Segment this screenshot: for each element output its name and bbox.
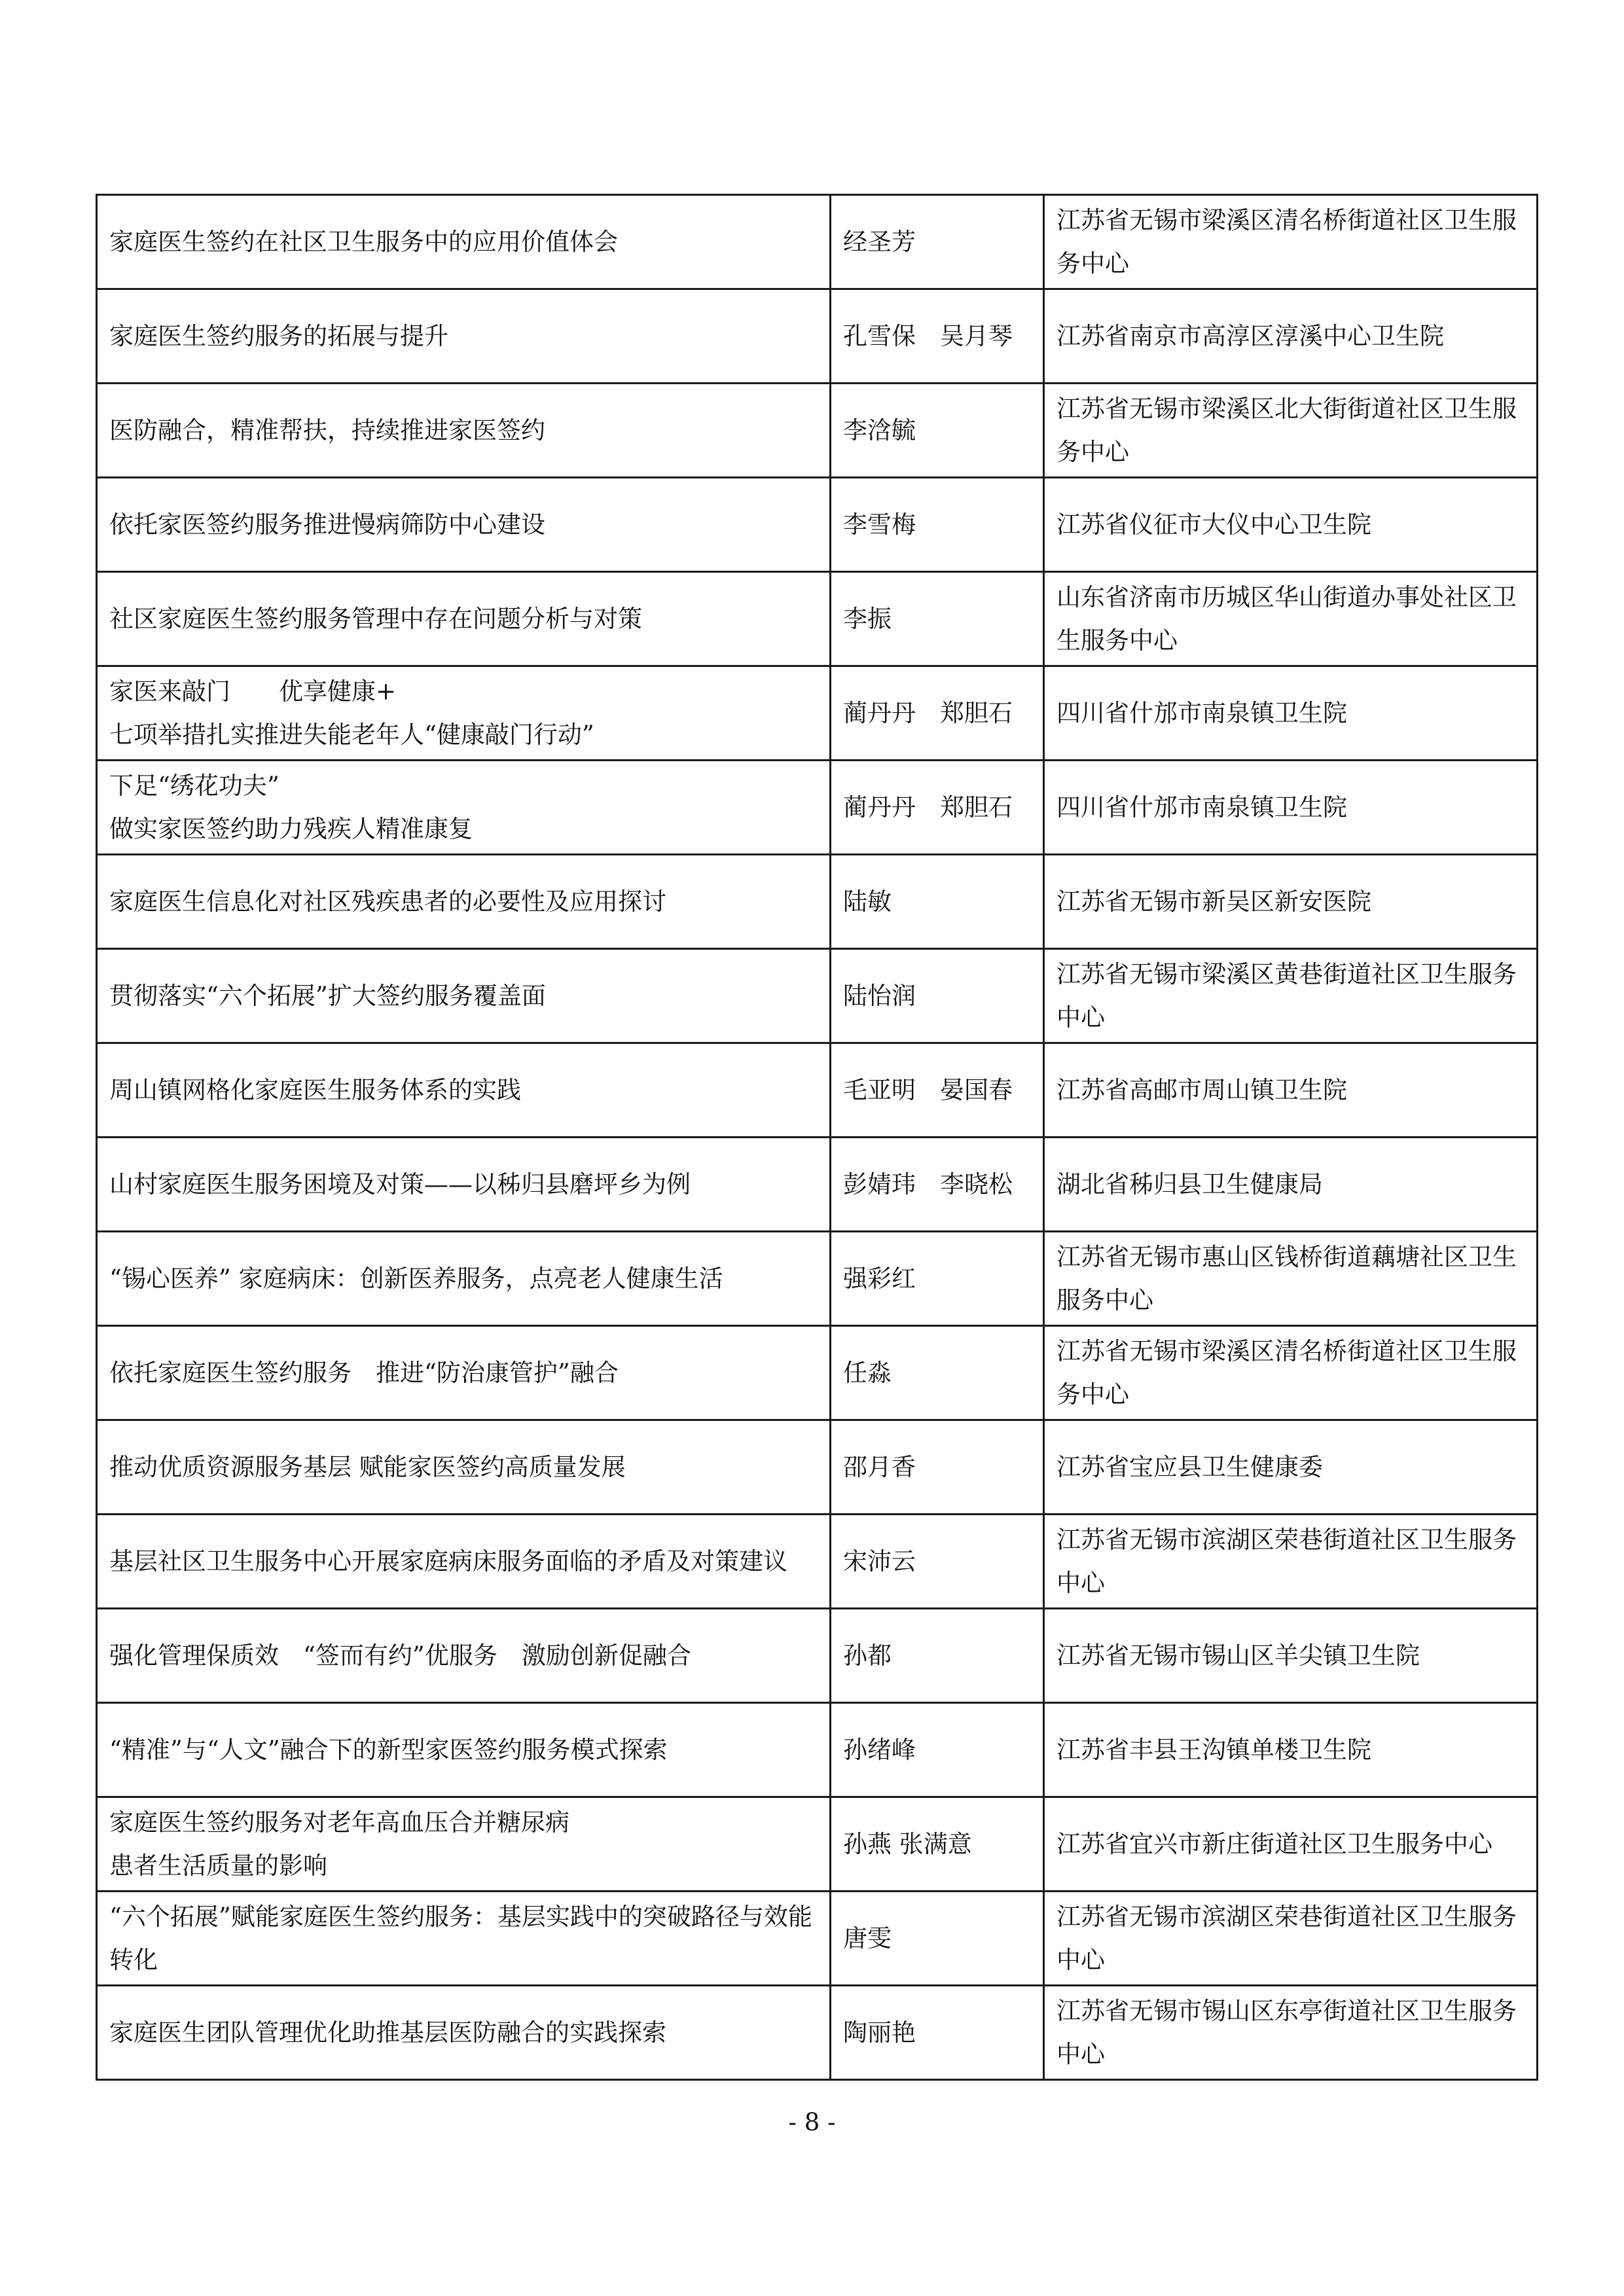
paper-title-cell: 推动优质资源服务基层 赋能家医签约高质量发展: [97, 1420, 831, 1515]
organization-cell: 江苏省无锡市滨湖区荣巷街道社区卫生服务中心: [1044, 1892, 1538, 1986]
paper-title-cell: 家庭医生签约在社区卫生服务中的应用价值体会: [97, 195, 831, 289]
table-row: [97, 1986, 1538, 2080]
paper-list-table: [96, 194, 1538, 2081]
table-row: [97, 666, 1538, 761]
paper-title-cell: 强化管理保质效 “签而有约”优服务 激励创新促融合: [97, 1609, 831, 1703]
author-cell: 唐雯: [831, 1892, 1044, 1986]
paper-title-cell: 贯彻落实“六个拓展”扩大签约服务覆盖面: [97, 949, 831, 1043]
page-number: - 8 -: [788, 2108, 836, 2136]
table-row: [97, 1043, 1538, 1138]
author-cell: 陆敏: [831, 855, 1044, 949]
organization-cell: 江苏省无锡市锡山区东亭街道社区卫生服务中心: [1044, 1986, 1538, 2080]
table-row: [97, 1515, 1538, 1609]
table-row: [97, 1138, 1538, 1232]
author-cell: 陆怡润: [831, 949, 1044, 1043]
author-cell: 经圣芳: [831, 195, 1044, 289]
author-cell: 李雪梅: [831, 478, 1044, 572]
organization-cell: 江苏省无锡市梁溪区北大街街道社区卫生服务中心: [1044, 384, 1538, 478]
organization-cell: 江苏省无锡市滨湖区荣巷街道社区卫生服务中心: [1044, 1515, 1538, 1609]
organization-cell: 四川省什邡市南泉镇卫生院: [1044, 761, 1538, 855]
table-row: [97, 1797, 1538, 1892]
paper-title-cell: “精准”与“人文”融合下的新型家医签约服务模式探索: [97, 1703, 831, 1797]
table-row: [97, 1420, 1538, 1515]
organization-cell: 江苏省无锡市惠山区钱桥街道藕塘社区卫生服务中心: [1044, 1232, 1538, 1326]
paper-title-cell: 医防融合，精准帮扶，持续推进家医签约: [97, 384, 831, 478]
organization-cell: 江苏省高邮市周山镇卫生院: [1044, 1043, 1538, 1138]
organization-cell: 江苏省无锡市锡山区羊尖镇卫生院: [1044, 1609, 1538, 1703]
paper-title-cell: 下足“绣花功夫” 做实家医签约助力残疾人精准康复: [97, 761, 831, 855]
author-cell: 孙绪峰: [831, 1703, 1044, 1797]
table-row: [97, 572, 1538, 666]
table-row: [97, 761, 1538, 855]
paper-title-cell: 社区家庭医生签约服务管理中存在问题分析与对策: [97, 572, 831, 666]
paper-title-cell: 家医来敲门 优享健康+ 七项举措扎实推进失能老年人“健康敲门行动”: [97, 666, 831, 761]
paper-title-cell: 家庭医生团队管理优化助推基层医防融合的实践探索: [97, 1986, 831, 2080]
paper-title-cell: “锡心医养” 家庭病床：创新医养服务，点亮老人健康生活: [97, 1232, 831, 1326]
paper-list-body: [97, 195, 1538, 2080]
table-row: [97, 478, 1538, 572]
paper-title-cell: 依托家医签约服务推进慢病筛防中心建设: [97, 478, 831, 572]
paper-title-cell: 依托家庭医生签约服务 推进“防治康管护”融合: [97, 1326, 831, 1420]
author-cell: 蔺丹丹 郑胆石: [831, 761, 1044, 855]
author-cell: 毛亚明 晏国春: [831, 1043, 1044, 1138]
table-row: [97, 855, 1538, 949]
paper-title-cell: 家庭医生信息化对社区残疾患者的必要性及应用探讨: [97, 855, 831, 949]
author-cell: 任淼: [831, 1326, 1044, 1420]
author-cell: 宋沛云: [831, 1515, 1044, 1609]
table-row: [97, 1892, 1538, 1986]
organization-cell: 江苏省宜兴市新庄街道社区卫生服务中心: [1044, 1797, 1538, 1892]
paper-title-cell: 家庭医生签约服务的拓展与提升: [97, 289, 831, 384]
organization-cell: 江苏省仪征市大仪中心卫生院: [1044, 478, 1538, 572]
author-cell: 陶丽艳: [831, 1986, 1044, 2080]
table-row: [97, 1326, 1538, 1420]
organization-cell: 山东省济南市历城区华山街道办事处社区卫生服务中心: [1044, 572, 1538, 666]
author-cell: 孙燕 张满意: [831, 1797, 1044, 1892]
paper-title-cell: 基层社区卫生服务中心开展家庭病床服务面临的矛盾及对策建议: [97, 1515, 831, 1609]
organization-cell: 江苏省丰县王沟镇单楼卫生院: [1044, 1703, 1538, 1797]
table-row: [97, 1232, 1538, 1326]
organization-cell: 江苏省无锡市新吴区新安医院: [1044, 855, 1538, 949]
organization-cell: 江苏省无锡市梁溪区清名桥街道社区卫生服务中心: [1044, 195, 1538, 289]
author-cell: 孔雪保 吴月琴: [831, 289, 1044, 384]
table-row: [97, 949, 1538, 1043]
table-row: [97, 384, 1538, 478]
table-row: [97, 289, 1538, 384]
author-cell: 强彩红: [831, 1232, 1044, 1326]
paper-title-cell: 山村家庭医生服务困境及对策——以秭归县磨坪乡为例: [97, 1138, 831, 1232]
organization-cell: 四川省什邡市南泉镇卫生院: [1044, 666, 1538, 761]
author-cell: 李振: [831, 572, 1044, 666]
table-row: [97, 195, 1538, 289]
organization-cell: 江苏省南京市高淳区淳溪中心卫生院: [1044, 289, 1538, 384]
organization-cell: 江苏省宝应县卫生健康委: [1044, 1420, 1538, 1515]
organization-cell: 湖北省秭归县卫生健康局: [1044, 1138, 1538, 1232]
organization-cell: 江苏省无锡市梁溪区黄巷街道社区卫生服务中心: [1044, 949, 1538, 1043]
table-row: [97, 1703, 1538, 1797]
author-cell: 邵月香: [831, 1420, 1044, 1515]
author-cell: 彭婧玮 李晓松: [831, 1138, 1044, 1232]
organization-cell: 江苏省无锡市梁溪区清名桥街道社区卫生服务中心: [1044, 1326, 1538, 1420]
table-row: [97, 1609, 1538, 1703]
author-cell: 蔺丹丹 郑胆石: [831, 666, 1044, 761]
paper-title-cell: 家庭医生签约服务对老年高血压合并糖尿病 患者生活质量的影响: [97, 1797, 831, 1892]
paper-title-cell: “六个拓展”赋能家庭医生签约服务：基层实践中的突破路径与效能转化: [97, 1892, 831, 1986]
author-cell: 李浛毓: [831, 384, 1044, 478]
author-cell: 孙都: [831, 1609, 1044, 1703]
paper-title-cell: 周山镇网格化家庭医生服务体系的实践: [97, 1043, 831, 1138]
